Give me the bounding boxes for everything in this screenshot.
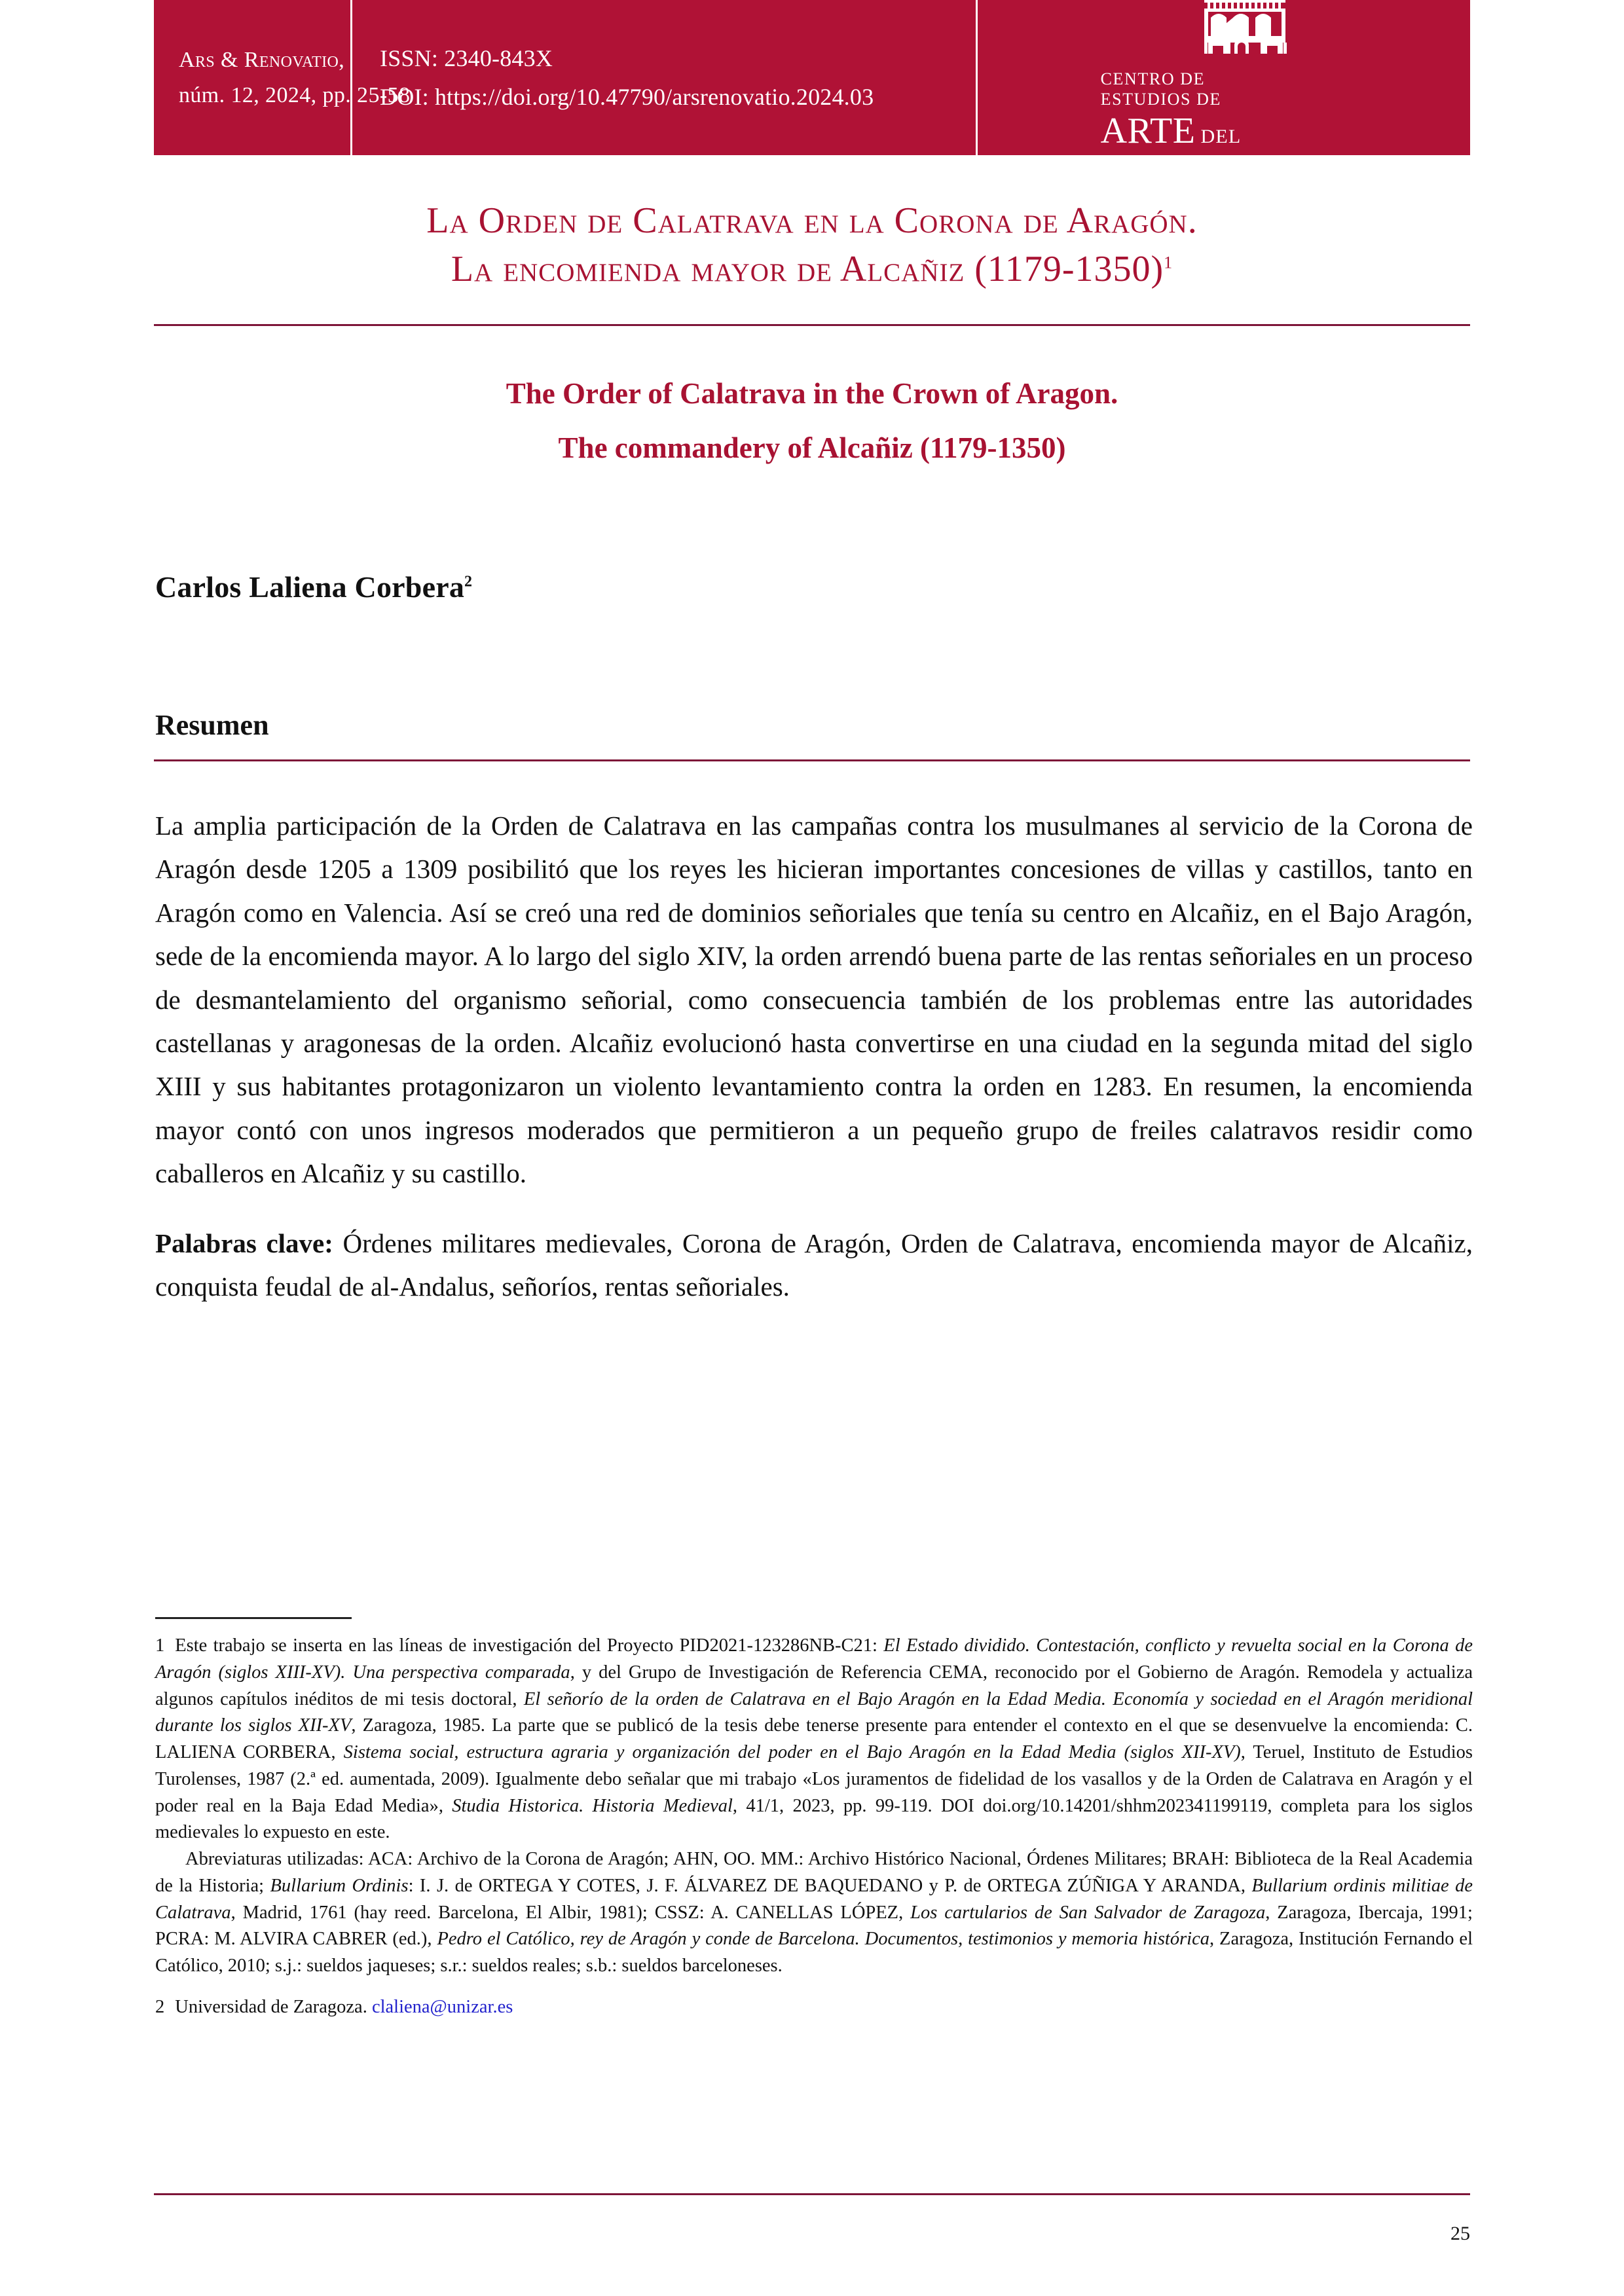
journal-issue-pages: núm. 12, 2024, pp. 25-58: [179, 82, 411, 107]
footnote-1b-italic3: Los cartularios de San Salvador de Zaragoza: [910, 1902, 1266, 1923]
footnote-1-number: 1: [155, 1635, 165, 1656]
logo-line-estudios: ESTUDIOS DE: [1100, 90, 1222, 109]
footnote-1-seg1: Este trabajo se inserta en las líneas de investigación del Proyecto PID2021-123286NB-C21:: [175, 1635, 884, 1656]
divider-below-resumen-heading: [154, 759, 1470, 761]
author-name: [155, 570, 472, 604]
footnote-1-seg3: , Zaragoza, 1985. La parte que se publicó de la tesis debe tenerse presente para entender el contexto en el que se desenvuelve la encomienda: C. LALIENA CORBERA,: [155, 1715, 1473, 1762]
journal-identity-block: [154, 0, 411, 155]
section-heading-resumen: Resumen: [155, 709, 269, 741]
footnote-1b-italic2: Bullarium ordinis militiae de Calatrava: [155, 1875, 1473, 1923]
author-footnote-marker[interactable]: 2: [464, 573, 473, 591]
title-footnote-marker[interactable]: 1: [1164, 253, 1173, 272]
footnotes-block: [155, 1633, 1473, 2021]
footnote-1b-seg3: , Madrid, 1761 (hay reed. Barcelona, El Albir, 1981); CSSZ: A. CANELLAS LÓPEZ,: [231, 1902, 911, 1923]
footnote-1-seg2: , y del Grupo de Investigación de Referencia CEMA, reconocido por el Gobierno de Aragón. Remodela y actualiza algunos capítulos inéditos de mi tesis doctoral,: [155, 1662, 1473, 1709]
article-title-line-2-text: La encomienda mayor de Alcañiz (1179-1350): [451, 249, 1164, 290]
article-subtitle-line-1: The Order of Calatrava in the Crown of Aragon.: [506, 377, 1118, 410]
keywords-text: Órdenes militares medievales, Corona de Aragón, Orden de Calatrava, encomienda mayor de Alcañiz, conquista feudal de al-Andalus, señoríos, rentas señoriales.: [155, 1228, 1473, 1302]
footnote-1b-italic1: Bullarium Ordinis: [270, 1875, 409, 1896]
footnote-1-italic3: Sistema social, estructura agraria y organización del poder en el Bajo Aragón en la Edad Media (siglos XII-XV): [343, 1742, 1241, 1762]
article-title: [154, 196, 1470, 294]
footnote-1-italic1: El Estado dividido. Contestación, conflicto y revuelta social en la Corona de Aragón (siglos XIII-XV). Una perspectiva comparada: [155, 1635, 1473, 1683]
author-name-text: Carlos Laliena Corbera: [155, 570, 465, 604]
footnote-2-text: Universidad de Zaragoza.: [175, 1996, 372, 2017]
journal-header-banner: [154, 0, 1470, 192]
publisher-logo: [978, 0, 1470, 192]
footnote-1: [155, 1633, 1473, 1846]
logo-arte-word: ARTE: [1100, 111, 1196, 151]
divider-above-folio: [154, 2193, 1470, 2195]
footnote-1b-seg5: , Zaragoza, Institución Fernando el Católico, 2010; s.j.: sueldos jaqueses; s.r.: sueldos reales; s.b.: sueldos barceloneses.: [155, 1929, 1473, 1976]
footnote-1b-italic4: Pedro el Católico, rey de Aragón y conde de Barcelona. Documentos, testimonios y memoria histórica: [437, 1929, 1209, 1950]
page-number: 25: [1450, 2223, 1470, 2244]
divider-above-subtitle: [154, 324, 1470, 326]
logo-line-renacimiento: RENACIMIENTO: [1100, 151, 1382, 192]
footnote-1-abbreviations: [155, 1846, 1473, 1980]
doi-text[interactable]: DOI: https://doi.org/10.47790/arsrenovatio.2024.03: [380, 83, 874, 110]
footnote-1-italic2: El señorío de la orden de Calatrava en el Bajo Aragón en la Edad Media. Economía y sociedad en el Aragón meridional durante los siglos XII-XV: [155, 1688, 1473, 1736]
publisher-logo-text: [1101, 71, 1382, 190]
footnote-2: [155, 1994, 1473, 2021]
footnote-1b-seg4: , Zaragoza, Ibercaja, 1991; PCRA: M. ALVIRA CABRER (ed.),: [155, 1902, 1473, 1950]
article-subtitle-english: [154, 367, 1470, 476]
issn-text: ISSN: 2340-843X: [380, 45, 553, 72]
journal-identifiers-block: [352, 0, 978, 155]
renaissance-palace-facade-icon: [1195, 0, 1287, 54]
footnote-1-italic4: Studia Historica. Historia Medieval: [452, 1795, 733, 1816]
footnote-1b-seg2: : I. J. de ORTEGA Y COTES, J. F. ÁLVAREZ DE BAQUEDANO y P. de ORTEGA ZÚÑIGA Y ARANDA,: [408, 1875, 1252, 1896]
logo-del-word: DEL: [1200, 126, 1242, 147]
logo-line-centro: CENTRO DE: [1100, 69, 1206, 88]
article-subtitle-line-2: The commandery of Alcañiz (1179-1350): [558, 431, 1066, 465]
footnote-separator-rule: [155, 1617, 352, 1619]
author-email-link[interactable]: claliena@unizar.es: [371, 1996, 513, 2017]
keywords-paragraph: [155, 1222, 1473, 1309]
article-title-line-2: [154, 245, 1470, 293]
footnote-1b-seg1: Abreviaturas utilizadas: ACA: Archivo de la Corona de Aragón; AHN, OO. MM.: Archivo Histórico Nacional, Órdenes Militares; BRAH: Biblioteca de la Real Academia de la Historia;: [155, 1849, 1473, 1896]
journal-name: Ars & Renovatio,: [179, 47, 345, 72]
abstract-body: [155, 804, 1473, 1308]
footnote-1-seg5: , 41/1, 2023, pp. 99-119. DOI doi.org/10.14201/shhm202341199119, completa para los siglos medievales lo expuesto en este.: [155, 1795, 1473, 1843]
article-title-line-1: La Orden de Calatrava en la Corona de Aragón.: [426, 200, 1198, 241]
keywords-label: Palabras clave:: [155, 1228, 333, 1258]
abstract-paragraph: La amplia participación de la Orden de Calatrava en las campañas contra los musulmanes al servicio de la Corona de Aragón desde 1205 a 1309 posibilitó que los reyes les hicieran importantes concesiones de villas y castillos, tanto en Aragón como en Valencia. Así se creó una red de dominios señoriales que tenía su centro en Alcañiz, en el Bajo Aragón, sede de la encomienda mayor. A lo largo del siglo XIV, la orden arrendó buena parte de las rentas señoriales en un proceso de desmantelamiento del organismo señorial, como consecuencia también de los problemas entre las autoridades castellanas y aragonesas de la orden. Alcañiz evolucionó hasta convertirse en una ciudad en la segunda mitad del siglo XIII y sus habitantes protagonizaron un violento levantamiento contra la orden en 1283. En resumen, la encomienda mayor contó con unos ingresos moderados que permitieron a un pequeño grupo de freiles calatravos residir como caballeros en Alcañiz y su castillo.: [155, 811, 1473, 1189]
logo-line-arte: [1101, 113, 1382, 149]
footnote-2-number: 2: [155, 1996, 165, 2017]
footnote-1-seg4: , Teruel, Instituto de Estudios Turolenses, 1987 (2.ª ed. aumentada, 2009). Igualmente debo señalar que mi trabajo «Los juramentos de fidelidad de los vasallos y de la Orden de Calatrava en Aragón y el poder real en la Baja Edad Media»,: [155, 1742, 1473, 1816]
